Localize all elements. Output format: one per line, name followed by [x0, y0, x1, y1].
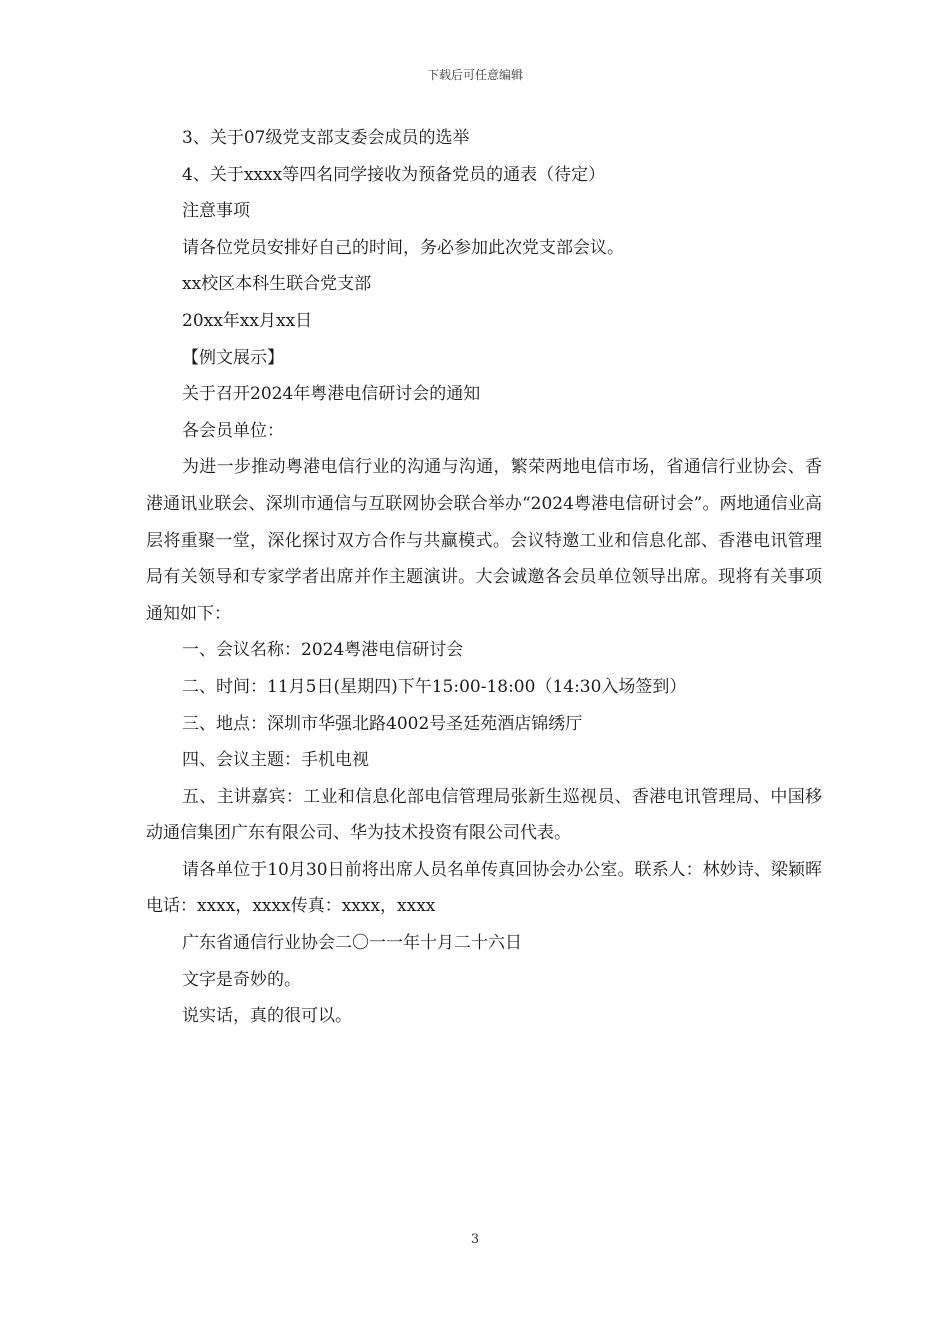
meeting-time: 二、时间：11月5日(星期四)下午15:00-18:00（14:30入场签到）	[182, 676, 687, 697]
meeting-name: 一、会议名称：2024粤港电信研讨会	[182, 640, 464, 661]
issue-date: 20xx年xx月xx日	[182, 310, 313, 331]
intro-paragraph: 为进一步推动粤港电信行业的沟通与沟通，繁荣两地电信市场，省通信行业协会、香港通讯业联会、深圳市通信与互联网协会联合举办“2024粤港电信研讨会”。两地通信业高层将重聚一堂，深化探讨双方合作与共赢模式。会议特邀工业和信息化部、香港电讯管理局有关领导和专家学者出席并作主题演讲。大会诚邀各会员单位领导出席。现将有关事项通知如下：	[146, 457, 822, 624]
meeting-location: 三、地点：深圳市华强北路4002号圣廷苑酒店锦绣厅	[182, 713, 583, 734]
page-header-note: 下载后可任意编辑	[426, 68, 523, 82]
document-body	[146, 120, 822, 1035]
example-title: 关于召开2024年粤港电信研讨会的通知	[182, 384, 481, 405]
closing-line-1: 文字是奇妙的。	[182, 969, 301, 990]
example-heading: 【例文展示】	[182, 347, 284, 368]
meeting-speakers: 五、主讲嘉宾：工业和信息化部电信管理局张新生巡视员、香港电讯管理局、中国移动通信集团广东有限公司、华为技术投资有限公司代表。	[146, 786, 822, 844]
agenda-item-3: 3、关于07级党支部支委会成员的选举	[182, 128, 470, 148]
issuer-name: xx校区本科生联合党支部	[182, 274, 372, 295]
notice-heading: 注意事项	[182, 201, 250, 222]
signature-line: 广东省通信行业协会二〇一一年十月二十六日	[182, 933, 522, 954]
closing-line-2: 说实话，真的很可以。	[182, 1006, 352, 1027]
salutation: 各会员单位：	[182, 420, 284, 441]
page-number: 3	[470, 1232, 480, 1247]
meeting-theme: 四、会议主题：手机电视	[182, 750, 369, 771]
agenda-item-4: 4、关于xxxx等四名同学接收为预备党员的通表（待定）	[182, 164, 606, 185]
registration-paragraph: 请各单位于10月30日前将出席人员名单传真回协会办公室。联系人：林妙诗、梁颖晖电话：xxxx，xxxx传真：xxxx，xxxx	[146, 859, 822, 917]
notice-text: 请各位党员安排好自己的时间，务必参加此次党支部会议。	[182, 237, 624, 258]
